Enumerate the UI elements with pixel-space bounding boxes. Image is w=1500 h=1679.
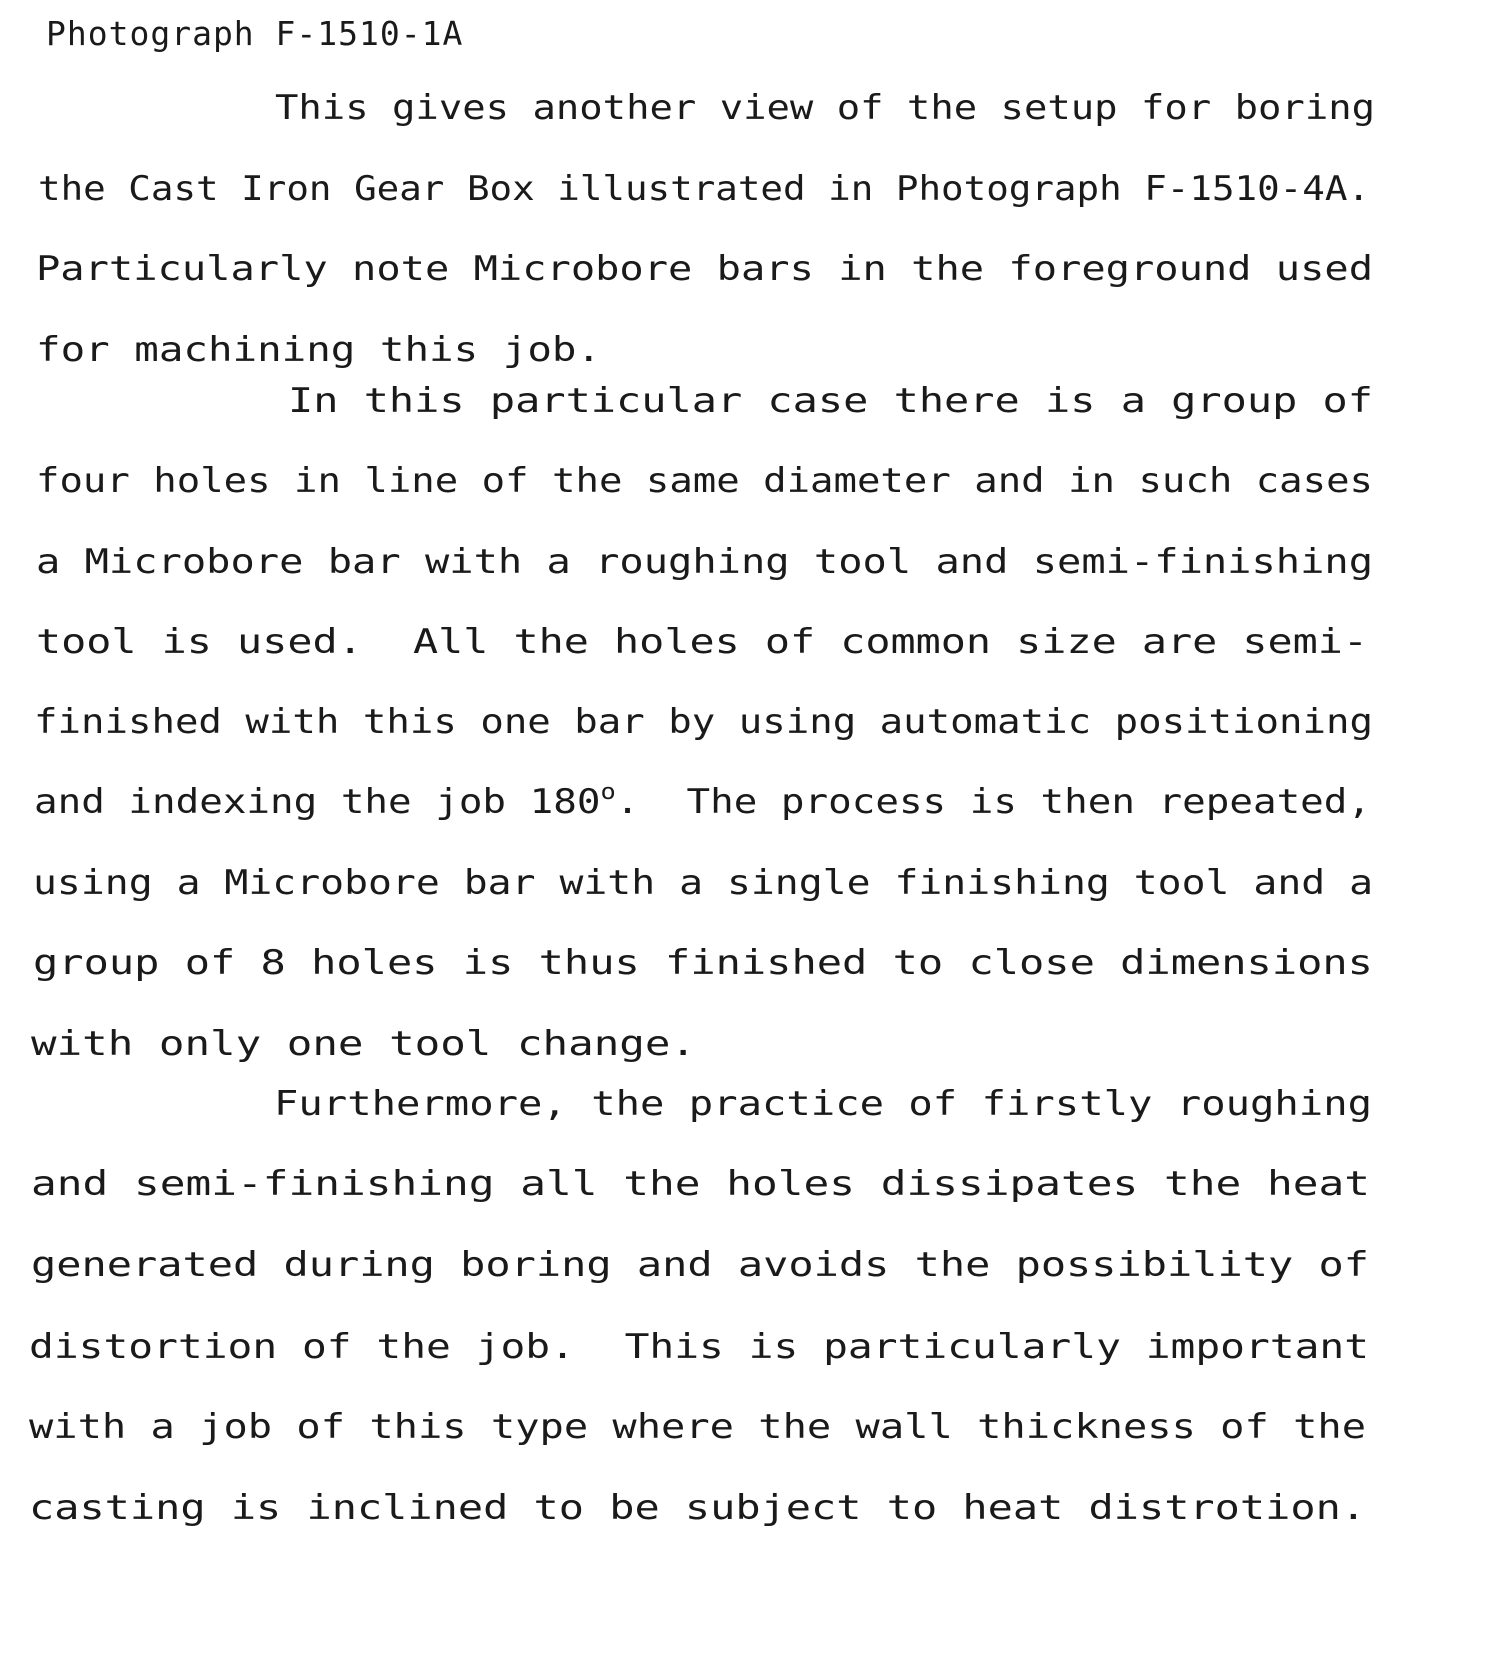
paragraph-2-line-7-text: using a Microbore bar with a single finishing tool and a bbox=[33, 863, 1374, 903]
paragraph-2-line-2-text: four holes in line of the same diameter and in such cases bbox=[36, 461, 1374, 501]
paragraph-2-line-6-text: and indexing the job 180 bbox=[34, 782, 601, 822]
paragraph-3-line-3-text: generated during boring and avoids the possibility of bbox=[31, 1245, 1370, 1285]
paragraph-3-line-4-text: distortion of the job. This is particularly important bbox=[29, 1327, 1370, 1367]
paragraph-1-line-1 bbox=[275, 88, 1376, 128]
paragraph-2-line-1-text: In this particular case there is a group of bbox=[288, 381, 1374, 421]
paragraph-2-line-8-text: group of 8 holes is thus finished to close dimensions bbox=[33, 943, 1373, 983]
paragraph-3-line-2 bbox=[31, 1164, 1370, 1204]
paragraph-3-line-4 bbox=[29, 1327, 1370, 1367]
paragraph-2-line-6-group: and indexing the job 180o. The process is then repeated, bbox=[34, 780, 1371, 822]
paragraph-3-line-5 bbox=[29, 1407, 1367, 1447]
paragraph-1-line-4 bbox=[36, 330, 602, 370]
paragraph-1-line-2-text: the Cast Iron Gear Box illustrated in Photograph F-1510-4A. bbox=[38, 169, 1370, 209]
paragraph-3-line-5-text: with a job of this type where the wall thickness of the bbox=[29, 1407, 1367, 1447]
paragraph-2-line-2 bbox=[36, 461, 1374, 501]
paragraph-2-line-8 bbox=[33, 943, 1373, 983]
paragraph-3-line-6 bbox=[29, 1488, 1367, 1528]
paragraph-2-line-3 bbox=[36, 542, 1374, 582]
paragraph-3-line-2-text: and semi-finishing all the holes dissipates the heat bbox=[31, 1164, 1370, 1204]
paragraph-1-line-4-text: for machining this job. bbox=[36, 330, 602, 370]
paragraph-2-line-6 bbox=[34, 780, 1371, 822]
paragraph-2-line-1 bbox=[288, 381, 1374, 421]
paragraph-2-line-7 bbox=[33, 863, 1374, 903]
paragraph-1-line-3 bbox=[36, 249, 1374, 289]
paragraph-2-line-5 bbox=[34, 702, 1373, 742]
paragraph-2-line-6-tail: . The process is then repeated, bbox=[615, 782, 1371, 822]
paragraph-3-line-1 bbox=[274, 1084, 1372, 1124]
paragraph-2-line-5-text: finished with this one bar by using automatic positioning bbox=[34, 702, 1373, 742]
photograph-caption-title: Photograph F-1510-1A bbox=[46, 14, 464, 53]
paragraph-3-line-1-text: Furthermore, the practice of firstly roughing bbox=[274, 1084, 1372, 1124]
paragraph-1-line-3-text: Particularly note Microbore bars in the foreground used bbox=[36, 249, 1374, 289]
paragraph-1-line-2 bbox=[38, 169, 1370, 209]
paragraph-1-line-1-text: This gives another view of the setup for boring bbox=[275, 88, 1376, 128]
paragraph-2-line-9-text: with only one tool change. bbox=[31, 1024, 697, 1064]
paragraph-2-line-4 bbox=[36, 622, 1369, 662]
paragraph-3-line-6-text: casting is inclined to be subject to heat distrotion. bbox=[29, 1488, 1367, 1528]
paragraph-2-line-3-text: a Microbore bar with a roughing tool and semi-finishing bbox=[36, 542, 1374, 582]
paragraph-2-line-4-text: tool is used. All the holes of common size are semi- bbox=[36, 622, 1369, 662]
paragraph-2-line-9 bbox=[31, 1024, 697, 1064]
paragraph-3-line-3 bbox=[31, 1245, 1370, 1285]
